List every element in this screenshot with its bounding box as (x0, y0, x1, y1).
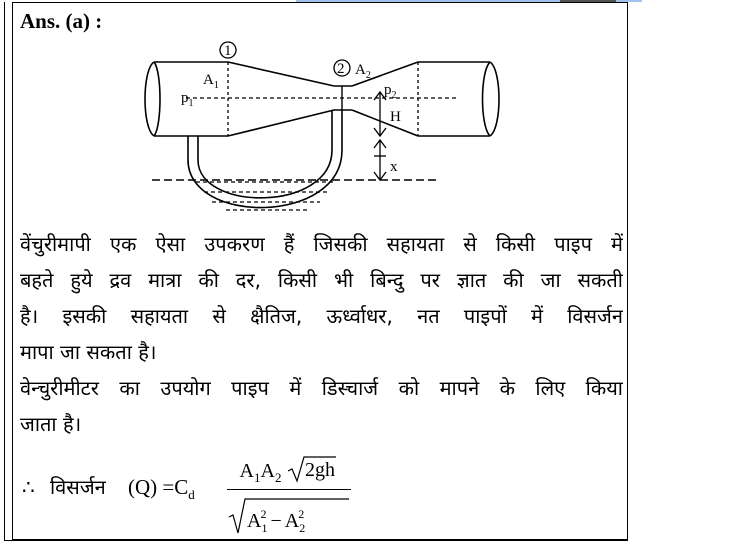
therefore-symbol: ∴ (22, 475, 35, 499)
sqrt-2gh (286, 455, 338, 483)
formula-denominator (227, 495, 351, 535)
svg-text:2gh: 2gh (305, 459, 336, 481)
formula-fraction (227, 455, 351, 535)
discharge-formula (20, 455, 420, 535)
answer-label: Ans. (a) : (20, 9, 103, 33)
svg-text:A12−A22: $A_12 - A_22$ (247, 507, 306, 535)
paragraph-line-3: है। इसकी सहायता से क्षैतिज, ऊर्ध्वाधर, नत पाइपों में विसर्जन (20, 304, 623, 328)
formula-label: विसर्जन (50, 475, 106, 499)
section-1-label: 1 (224, 43, 232, 59)
depth-label: x (390, 159, 398, 175)
area-2-label: $A_2$ (355, 62, 371, 81)
area-1-label: $A_1$ (203, 72, 219, 91)
pipe-left-end (145, 62, 154, 136)
pipe-right-end (483, 62, 491, 136)
paragraph-line-4: मापा जा सकता है। (20, 340, 157, 364)
pressure-1-label: $p_1$ (181, 90, 194, 109)
pressure-2-label: $p_2$ (384, 82, 397, 101)
manometer-inner (198, 110, 332, 198)
fraction-bar (227, 489, 351, 490)
section-2-label: 2 (337, 61, 345, 77)
formula-numerator: $A_1A_2$ 2gh (227, 455, 351, 486)
formula-lhs: $(Q) =C_d$ (128, 475, 195, 503)
paragraph-line-6: जाता है। (20, 412, 82, 436)
venturimeter-diagram (140, 40, 510, 230)
height-label: H (390, 109, 401, 125)
paragraph-line-5: वेन्चुरीमीटर का उपयोग पाइप में डिस्चार्ज को मापने के लिए किया (20, 376, 623, 400)
manometer-outer (188, 110, 342, 208)
paragraph-line-1: वेंचुरीमापी एक ऐसा उपकरण हैं जिसकी सहायता से किसी पाइप में (20, 232, 623, 256)
paragraph-line-2: बहते हुये द्रव मात्रा की दर, किसी भी बिन्दु पर ज्ञात की जा सकती (20, 268, 623, 292)
